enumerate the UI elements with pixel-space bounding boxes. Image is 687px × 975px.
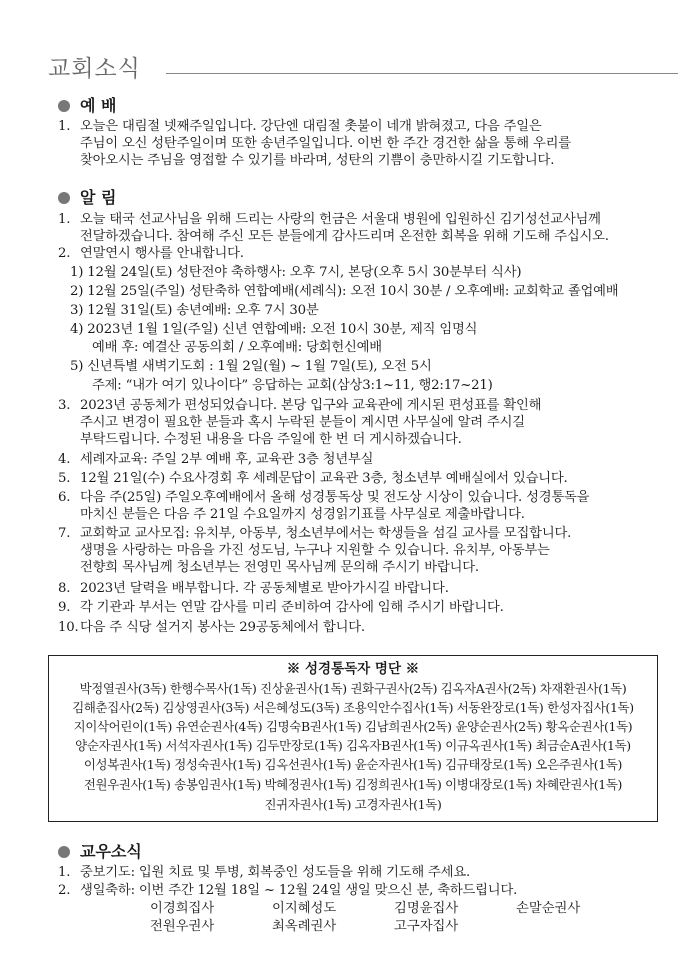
notice-item-10-line: 10.다음 주 식당 설거지 봉사는 29공동체에서 합니다. [58, 620, 365, 635]
notice-item-6-line-2: 마치신 분들은 다음 주 21일 수요일까지 성경읽기표를 사무실로 제출바랍니다. [80, 507, 525, 522]
notice-item-2-sub-3: 3) 12월 31일(토) 송년예배: 오후 7시 30분 [70, 303, 319, 318]
notice-item-2-line: 2. 연말연시 행사를 안내합니다. [58, 246, 244, 261]
notice-item-1-line-2: 전달하겠습니다. 참여해 주신 모든 분들에게 감사드리며 온전한 회복을 위해 기도해 주십시오. [80, 229, 609, 244]
notice-item-2-sub-1: 1) 12월 24일(토) 성탄전야 축하행사: 오후 7시, 본당(오후 5시 30분부터 식사) [70, 265, 522, 280]
notice-item-7-line-3: 전향희 목사님께 청소년부는 전영민 목사님께 문의해 주시기 바랍니다. [80, 560, 479, 575]
birthday-name: 고구자집사 [394, 919, 459, 934]
birthday-names-row-2 [150, 918, 516, 935]
notice-item-4-line: 4. 세례자교육: 주일 2부 예배 후, 교육관 3층 청년부실 [58, 452, 374, 467]
bible-reading-roster-box [48, 655, 658, 822]
notice-item-8-line: 8. 2023년 달력을 배부합니다. 각 공동체별로 받아가시길 바랍니다. [58, 581, 449, 596]
birthday-name: 이경희집사 [150, 901, 215, 916]
members-item-2-line: 2. 생일축하: 이번 주간 12월 18일 ~ 12월 24일 생일 맞으신 분, 축하드립니다. [58, 883, 518, 898]
notice-item-7-line-1: 7. 교회학교 교사모집: 유치부, 아동부, 청소년부에서는 학생들을 섬길 교사를 모집합니다. [58, 526, 572, 541]
birthday-name: 최옥례권사 [272, 919, 337, 934]
page-title: 교회소식 [48, 56, 141, 82]
notices-heading-text: 알 림 [80, 188, 117, 207]
birthday-name: 손말순권사 [516, 901, 581, 916]
notice-item-3-line-1: 3. 2023년 공동체가 편성되었습니다. 본당 입구와 교육관에 게시된 편성표를 확인해 [58, 398, 542, 413]
notice-item-2-sub-5-cont: 주제: “내가 여기 있나이다” 응답하는 교회(삼상3:1~11, 행2:17~21) [92, 378, 493, 393]
roster-row: 진귀자권사(1독) 고경자권사(1독) [264, 797, 442, 812]
notice-item-3-line-3: 부탁드립니다. 수정된 내용을 다음 주일에 한 번 더 게시하겠습니다. [80, 432, 462, 447]
notice-item-1-line-1: 1. 오늘 태국 선교사님을 위해 드리는 사랑의 헌금은 서울대 병원에 입원하신 김기성선교사님께 [58, 212, 601, 227]
worship-heading-text: 예 배 [80, 96, 117, 115]
notice-item-7-line-2: 생명을 사랑하는 마음을 가진 성도님, 누구나 지원할 수 있습니다. 유치부, 아동부는 [80, 543, 550, 558]
notice-item-2-sub-5: 5) 신년특별 새벽기도회 : 1월 2일(월) ~ 1월 7일(토), 오전 5시 [70, 359, 432, 374]
birthday-name: 이지혜성도 [272, 901, 337, 916]
notice-item-5-line: 5. 12월 21일(수) 수요사경회 후 세례문답이 교육관 3층, 청소년부 예배실에서 있습니다. [58, 471, 568, 486]
roster-row: 양순자권사(1독) 서석자권사(1독) 김두만장로(1독) 김옥자B권사(1독) 이규옥권사(1독) 최금순A권사(1독) [75, 738, 631, 753]
birthday-name: 전원우권사 [150, 919, 215, 934]
worship-item-1-line-1: 1. 오늘은 대림절 넷째주일입니다. 강단엔 대림절 촛불이 네개 밝혀졌고, 다음 주일은 [58, 119, 542, 134]
bullet-icon [58, 846, 70, 858]
header-divider [166, 73, 678, 74]
roster-row: 박정열권사(3독) 한행수목사(1독) 진상윤권사(1독) 권화구권사(2독) 김옥자A권사(2독) 차재환권사(1독) [79, 681, 627, 696]
bullet-icon [58, 192, 70, 204]
roster-row: 지이삭어린이(1독) 유연순권사(4독) 김명숙B권사(1독) 김남희권사(2독) 윤양순권사(2독) 황옥순권사(1독) [73, 719, 633, 734]
worship-item-1-line-2: 주님이 오신 성탄주일이며 또한 송년주일입니다. 이번 한 주간 경건한 삶을 통해 우리를 [80, 136, 571, 151]
bullet-icon [58, 100, 70, 112]
notice-item-2-sub-2: 2) 12월 25일(주일) 성탄축하 연합예배(세례식): 오전 10시 30분 / 오후예배: 교회학교 졸업예배 [70, 284, 619, 299]
notice-item-3-line-2: 주시고 변경이 필요한 분들과 혹시 누락된 분들이 계시면 사무실에 알려 주시길 [80, 415, 525, 430]
birthday-names-row-1 [150, 900, 638, 917]
members-heading-text: 교우소식 [80, 842, 142, 861]
worship-heading [58, 96, 116, 116]
roster-title: ※ 성경통독자 명단 ※ [286, 661, 420, 677]
notice-item-6-line-1: 6. 다음 주(25일) 주일오후예배에서 올해 성경통독상 및 전도상 시상이 있습니다. 성경통독을 [58, 490, 590, 505]
notice-item-9-line: 9. 각 기관과 부서는 연말 감사를 미리 준비하여 감사에 임해 주시기 바랍니다. [58, 600, 504, 615]
roster-row: 김해춘집사(2독) 김상영권사(3독) 서은혜성도(3독) 조용익안수집사(1독) 서동완장로(1독) 한성자집사(1독) [72, 700, 634, 715]
birthday-name: 김명윤집사 [394, 901, 459, 916]
notice-item-2-sub-4: 4) 2023년 1월 1일(주일) 신년 연합예배: 오전 10시 30분, 제직 임명식 [70, 322, 478, 337]
notices-heading [58, 188, 116, 208]
members-heading [58, 842, 142, 862]
page-header [48, 54, 678, 88]
notice-item-2-sub-4-cont: 예배 후: 예결산 공동의회 / 오후예배: 당회헌신예배 [92, 340, 382, 355]
roster-row: 전원우권사(1독) 송봉임권사(1독) 박혜정권사(1독) 김정희권사(1독) 이병대장로(1독) 차혜란권사(1독) [83, 777, 623, 792]
roster-row: 이성복권사(1독) 정성숙권사(1독) 김옥선권사(1독) 윤순자권사(1독) 김규태장로(1독) 오은주권사(1독) [83, 757, 623, 772]
members-item-1-line: 1. 중보기도: 입원 치료 및 투병, 회복중인 성도들을 위해 기도해 주세요. [58, 865, 470, 880]
worship-item-1-line-3: 찾아오시는 주님을 영접할 수 있기를 바라며, 성탄의 기쁨이 충만하시길 기도합니다. [80, 153, 555, 168]
